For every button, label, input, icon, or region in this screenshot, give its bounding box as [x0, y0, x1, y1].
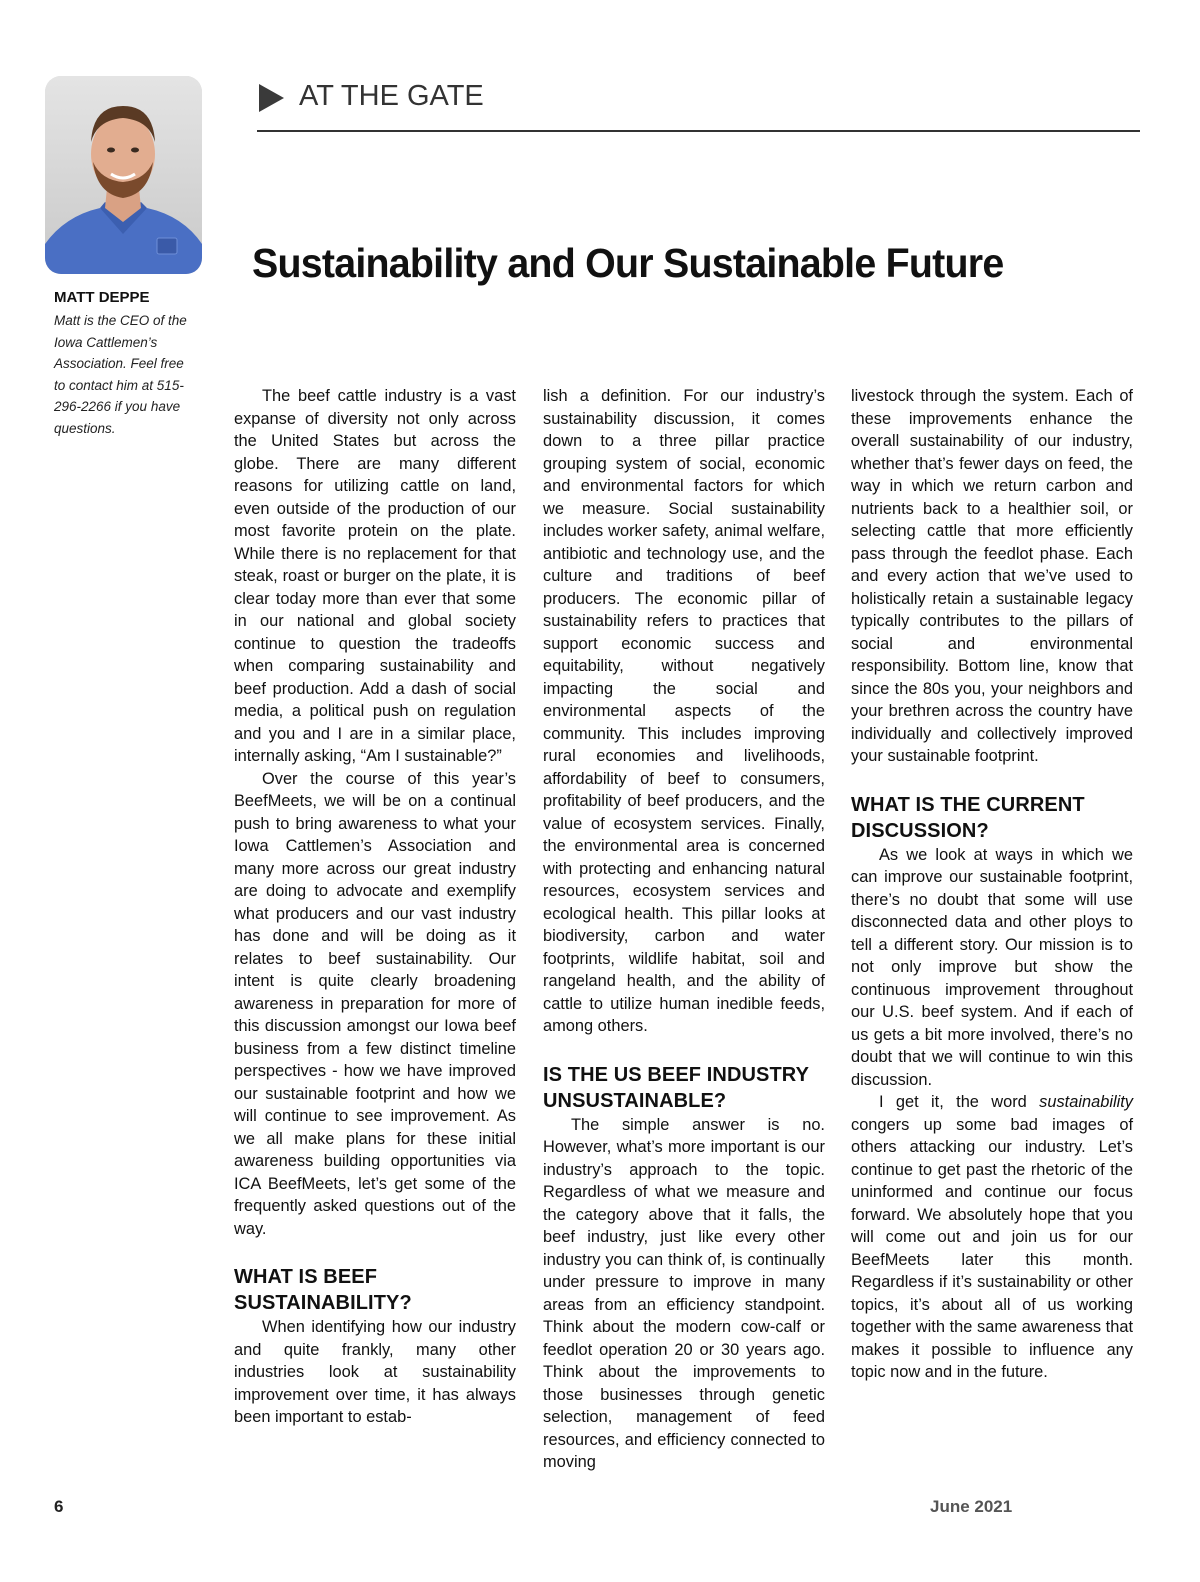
paragraph: [851, 1091, 1133, 1384]
article-column-1: [234, 385, 516, 1429]
article-column-2: [543, 385, 825, 1474]
article-column-3: [851, 385, 1133, 1384]
author-bio: Matt is the CEO of the Iowa Cattlemen’s Association. Feel free to contact him at 515-296-2266 if you have questions.: [54, 313, 187, 436]
article-headline: Sustainability and Our Sustainable Future: [252, 240, 1004, 286]
section-title: AT THE GATE: [299, 80, 484, 112]
subheading-what-is-the-current-discussion: WHAT IS THE CURRENT DISCUSSION?: [851, 793, 1085, 842]
author-photo: [45, 76, 202, 274]
author-portrait-illustration: [45, 76, 202, 274]
paragraph: When identifying how our industry and quite frankly, many other industries look at sustainability improvement over time, it has always been important to estab-: [234, 1318, 516, 1426]
author-info: [54, 289, 194, 440]
italic-word: sustainability: [1039, 1093, 1133, 1111]
paragraph: As we look at ways in which we can improve our sustainable footprint, there’s no doubt that some will use disconnected data and other ploys to tell a different story. Our mission is to not only improve but show the continuous improvement throughout our U.S. beef system. And if each of us gets a bit more involved, there’s no doubt that we will continue to win this discussion.: [851, 845, 1133, 1089]
paragraph: The simple answer is no. However, what’s more important is our industry’s approach to the topic. Regardless of what we measure and the category above that it falls, the beef industry, just like every other industry you can think of, is continually under pressure to improve in many areas from an efficiency standpoint. Think about the modern cow-calf or feedlot operation 20 or 30 years ago. Think about the improvements to those businesses through genetic selection, management of feed resources, and efficiency connected to moving: [543, 1115, 825, 1471]
section-header: [257, 78, 1140, 132]
issue-date: June 2021: [930, 1497, 1013, 1516]
text-run: congers up some bad images of others attacking our industry. Let’s continue to get past the rhetoric of the uninformed and continue our focus forward. We absolutely hope that you will come out and join us for our BeefMeets later this month. Regardless if it’s sustainability or other topics, it’s about all of us working together with the same awareness that makes it possible to influence any topic now and in the future.: [851, 1115, 1133, 1381]
play-triangle-icon: [259, 84, 284, 112]
text-run: I get it, the word: [879, 1093, 1040, 1111]
paragraph: livestock through the system. Each of these improvements enhance the overall sustainability of our industry, whether that’s fewer days on feed, the way in which we return carbon and nutrients back to a healthier soil, or selecting cattle that more efficiently pass through the feedlot phase. Each and every action that we’ve used to holistically retain a sustainable legacy typically contributes to the pillars of social and environmental responsibility. Bottom line, know that since the 80s you, your neighbors and your brethren across the country have individually and collectively improved your sustainable footprint.: [851, 387, 1133, 765]
subheading-is-us-beef-industry-unsustainable: IS THE US BEEF INDUSTRY UNSUSTAINABLE?: [543, 1063, 809, 1112]
paragraph: The beef cattle industry is a vast expanse of diversity not only across the United States but across the globe. There are many different reasons for utilizing cattle on land, even outside of the production of our most favorite protein on the plate. While there is no replacement for that steak, roast or burger on the plate, it is clear today more than ever that some in our national and global society continue to question the tradeoffs when comparing sustainability and beef production. Add a dash of social media, a political push on regulation and you and I are in a similar place, internally asking, “Am I sustainable?”: [234, 387, 516, 765]
page-number: 6: [54, 1497, 64, 1516]
subheading-what-is-beef-sustainability: WHAT IS BEEF SUSTAINABILITY?: [234, 1266, 412, 1314]
author-name: MATT DEPPE: [54, 289, 150, 306]
paragraph: lish a definition. For our industry’s sustainability discussion, it comes down to a three pillar practice grouping system of social, economic and environmental factors for which we measure. Social sustainability includes worker safety, animal welfare, antibiotic and technology use, and the culture and traditions of beef producers. The economic pillar of sustainability refers to practices that support economic success and equitability, without negatively impacting the social and environmental aspects of the community. This includes improving rural economies and livelihoods, affordability of beef to consumers, profitability of beef producers, and the value of ecosystem services. Finally, the environmental area is concerned with protecting and enhancing natural resources, ecosystem services and ecological health. This pillar looks at biodiversity, carbon and water footprints, wildlife habitat, soil and rangeland health, and the ability of cattle to utilize human inedible feeds, among others.: [543, 387, 825, 1035]
paragraph: Over the course of this year’s BeefMeets, we will be on a continual push to bring awareness to what your Iowa Cattlemen’s Association and many more across our great industry are doing to advocate and exemplify what producers and our vast industry has done and will be doing as it relates to beef sustainability. Our intent is quite clearly broadening awareness in preparation for more of this discussion amongst our Iowa beef business from a few distinct timeline perspectives - how we have improved our sustainable footprint and how we will continue to see improvement. As we all make plans for these initial awareness building opportunities via ICA BeefMeets, let’s get some of the frequently asked questions out of the way.: [234, 769, 516, 1238]
